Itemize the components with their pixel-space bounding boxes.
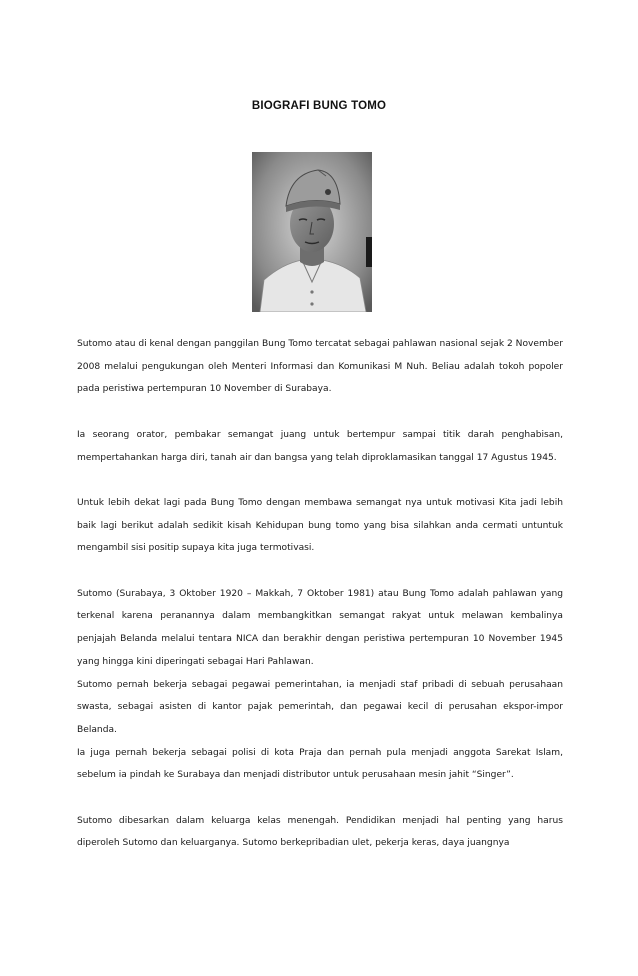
paragraph: Sutomo atau di kenal dengan panggilan Bung Tomo tercatat sebagai pahlawan nasional sejak 2 November 2008 melalui pengukungan oleh Menteri Informasi dan Komunikasi M Nuh. Beliau adalah tokoh popoler pada peristiwa pertempuran 10 November di Surabaya. bbox=[77, 339, 563, 395]
paragraph: Ia juga pernah bekerja sebagai polisi di kota Praja dan pernah pula menjadi anggota Sarekat Islam, sebelum ia pindah ke Surabaya dan menjadi distributor untuk perusahaan mesin jahit “Singer”. bbox=[77, 747, 563, 781]
paragraph: Sutomo pernah bekerja sebagai pegawai pemerintahan, ia menjadi staf pribadi di sebuah perusahaan swasta, sebagai asisten di kantor pajak pemerintah, dan pegawai kecil di perusahan ekspor-impor Belanda. bbox=[77, 679, 563, 735]
page-title: BIOGRAFI BUNG TOMO bbox=[251, 100, 387, 112]
paragraph: Sutomo dibesarkan dalam keluarga kelas menengah. Pendidikan menjadi hal penting yang harus diperoleh Sutomo dan keluarganya. Sutomo berkepribadian ulet, pekerja keras, daya juangnya bbox=[77, 815, 563, 849]
paragraph: Sutomo (Surabaya, 3 Oktober 1920 – Makkah, 7 Oktober 1981) atau Bung Tomo adalah pahlawan yang terkenal karena peranannya dalam membangkitkan semangat rakyat untuk melawan kembalinya penjajah Belanda melalui tentara NICA dan berakhir dengan peristiwa pertempuran 10 November 1945 yang hingga kini diperingati sebagai Hari Pahlawan. bbox=[77, 588, 563, 667]
paragraph: Untuk lebih dekat lagi pada Bung Tomo dengan membawa semangat nya untuk motivasi Kita jadi lebih baik lagi berikut adalah sedikit kisah Kehidupan bung tomo yang bisa silahkan anda cermati untuntuk mengambil sisi positip supaya kita juga termotivasi. bbox=[77, 497, 563, 554]
article-body bbox=[77, 333, 563, 855]
paragraph: Ia seorang orator, pembakar semangat juang untuk bertempur sampai titik darah penghabisan, mempertahankan harga diri, tanah air dan bangsa yang telah diproklamasikan tanggal 17 Agustus 1945. bbox=[77, 429, 563, 463]
portrait-photo bbox=[252, 152, 372, 312]
